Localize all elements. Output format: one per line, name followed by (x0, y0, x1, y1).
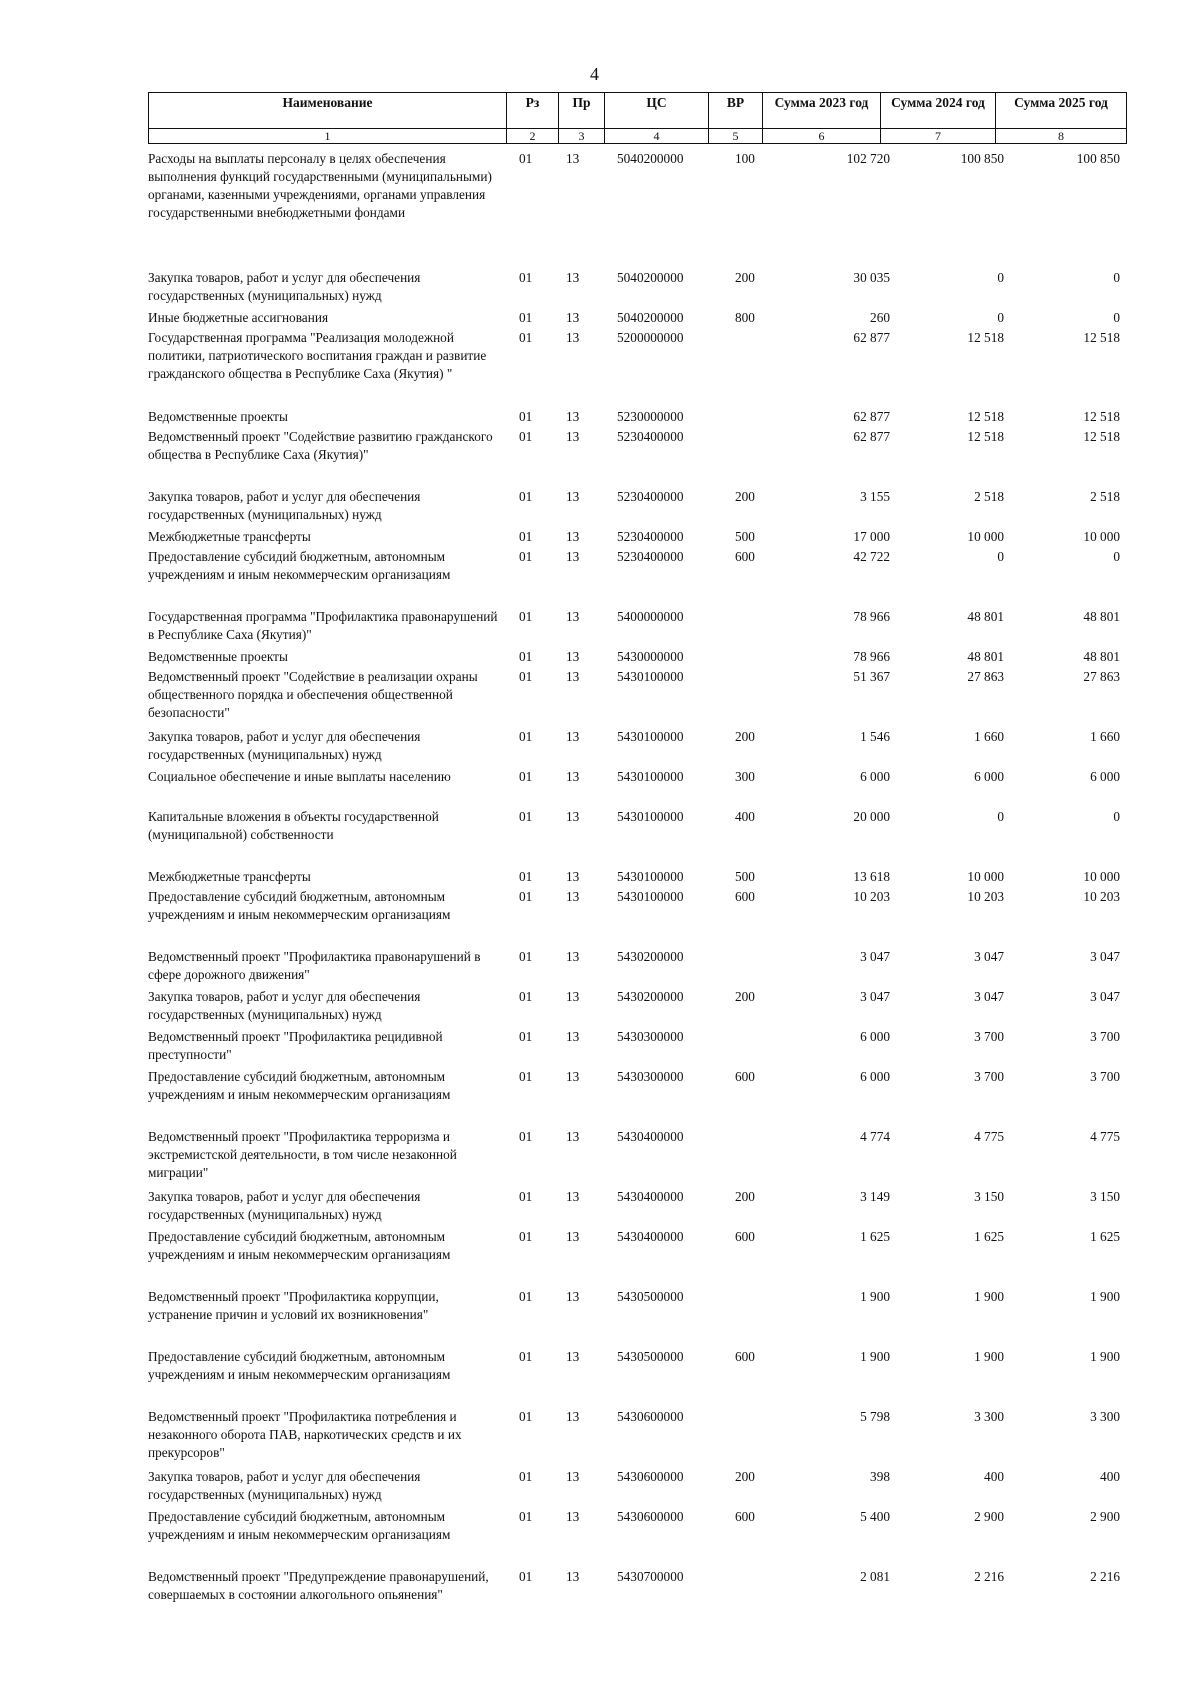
header-number: 5 (709, 129, 763, 144)
row-sum-2023: 6 000 (860, 769, 890, 784)
row-name: Ведомственный проект "Профилактика терроризма и экстремистской деятельности, в том числе незаконной миграции" (148, 1129, 457, 1180)
row-sum-2025: 1 900 (1090, 1349, 1120, 1364)
row-vr: 600 (735, 1349, 755, 1364)
row-sum-2025: 3 700 (1090, 1069, 1120, 1084)
row-cs: 5040200000 (617, 270, 684, 285)
row-vr: 200 (735, 989, 755, 1004)
row-sum-2025: 10 000 (1083, 529, 1120, 544)
row-sum-2023: 6 000 (860, 1029, 890, 1044)
row-sum-2024: 48 801 (967, 609, 1004, 624)
header-rz: Рз (507, 93, 559, 129)
header-sum-2023: Сумма 2023 год (763, 93, 881, 129)
row-sum-2024: 2 518 (974, 489, 1004, 504)
row-pr: 13 (566, 1229, 580, 1244)
row-sum-2025: 10 000 (1083, 869, 1120, 884)
row-name: Ведомственный проект "Содействие развитию гражданского общества в Республике Саха (Якутия)" (148, 429, 493, 462)
row-sum-2025: 2 216 (1090, 1569, 1120, 1584)
row-sum-2025: 2 518 (1090, 489, 1120, 504)
row-name: Предоставление субсидий бюджетным, автономным учреждениям и иным некоммерческим организациям (148, 1229, 451, 1262)
row-pr: 13 (566, 151, 580, 166)
row-pr: 13 (566, 889, 580, 904)
row-rz: 01 (519, 409, 533, 424)
row-cs: 5430100000 (617, 869, 684, 884)
row-name: Государственная программа "Реализация молодежной политики, патриотического воспитания граждан и развитие гражданского общества в Республике Саха (Якутия) " (148, 330, 487, 381)
row-sum-2025: 12 518 (1083, 409, 1120, 424)
row-rz: 01 (519, 529, 533, 544)
header-sum-2024: Сумма 2024 год (881, 93, 996, 129)
row-vr: 600 (735, 1229, 755, 1244)
row-pr: 13 (566, 1129, 580, 1144)
row-name: Предоставление субсидий бюджетным, автономным учреждениям и иным некоммерческим организациям (148, 1349, 451, 1382)
row-sum-2024: 27 863 (967, 669, 1004, 684)
row-sum-2024: 12 518 (967, 429, 1004, 444)
row-name: Государственная программа "Профилактика правонарушений в Республике Саха (Якутия)" (148, 609, 498, 642)
row-vr: 400 (735, 809, 755, 824)
row-sum-2023: 62 877 (853, 330, 890, 345)
row-vr: 600 (735, 549, 755, 564)
row-rz: 01 (519, 1569, 533, 1584)
row-pr: 13 (566, 409, 580, 424)
row-cs: 5430600000 (617, 1409, 684, 1424)
header-name: Наименование (149, 93, 507, 129)
row-name: Ведомственный проект "Профилактика коррупции, устранение причин и условий их возникновения" (148, 1289, 439, 1322)
row-rz: 01 (519, 1229, 533, 1244)
row-rz: 01 (519, 1129, 533, 1144)
row-vr: 200 (735, 489, 755, 504)
row-name: Ведомственный проект "Предупреждение правонарушений, совершаемых в состоянии алкогольного опьянения" (148, 1569, 489, 1602)
row-sum-2024: 1 625 (974, 1229, 1004, 1244)
row-sum-2024: 0 (997, 809, 1004, 824)
row-sum-2024: 10 000 (967, 869, 1004, 884)
row-pr: 13 (566, 1029, 580, 1044)
row-rz: 01 (519, 429, 533, 444)
row-sum-2024: 3 150 (974, 1189, 1004, 1204)
row-cs: 5230400000 (617, 549, 684, 564)
row-sum-2023: 3 047 (860, 949, 890, 964)
row-cs: 5430500000 (617, 1289, 684, 1304)
row-vr: 300 (735, 769, 755, 784)
row-sum-2024: 3 300 (974, 1409, 1004, 1424)
header-number: 6 (763, 129, 881, 144)
row-cs: 5400000000 (617, 609, 684, 624)
row-sum-2023: 5 798 (860, 1409, 890, 1424)
row-cs: 5430600000 (617, 1509, 684, 1524)
row-cs: 5430700000 (617, 1569, 684, 1584)
row-vr: 600 (735, 1069, 755, 1084)
row-sum-2024: 3 700 (974, 1069, 1004, 1084)
row-cs: 5430600000 (617, 1469, 684, 1484)
row-sum-2025: 1 900 (1090, 1289, 1120, 1304)
header-number: 1 (149, 129, 507, 144)
row-sum-2025: 0 (1113, 310, 1120, 325)
row-name: Закупка товаров, работ и услуг для обеспечения государственных (муниципальных) нужд (148, 989, 421, 1022)
header-number: 2 (507, 129, 559, 144)
row-cs: 5430200000 (617, 989, 684, 1004)
row-sum-2024: 3 047 (974, 989, 1004, 1004)
row-name: Ведомственный проект "Профилактика правонарушений в сфере дорожного движения" (148, 949, 481, 982)
row-rz: 01 (519, 729, 533, 744)
row-pr: 13 (566, 270, 580, 285)
row-sum-2025: 2 900 (1090, 1509, 1120, 1524)
row-name: Иные бюджетные ассигнования (148, 310, 329, 325)
row-cs: 5430400000 (617, 1129, 684, 1144)
row-sum-2023: 2 081 (860, 1569, 890, 1584)
row-pr: 13 (566, 1569, 580, 1584)
row-sum-2024: 6 000 (974, 769, 1004, 784)
row-cs: 5430400000 (617, 1189, 684, 1204)
row-pr: 13 (566, 649, 580, 664)
row-name: Предоставление субсидий бюджетным, автономным учреждениям и иным некоммерческим организациям (148, 1509, 451, 1542)
row-sum-2023: 5 400 (860, 1509, 890, 1524)
row-rz: 01 (519, 151, 533, 166)
row-sum-2023: 78 966 (853, 649, 890, 664)
row-pr: 13 (566, 609, 580, 624)
row-sum-2023: 17 000 (853, 529, 890, 544)
row-pr: 13 (566, 429, 580, 444)
row-vr: 200 (735, 729, 755, 744)
row-name: Предоставление субсидий бюджетным, автономным учреждениям и иным некоммерческим организациям (148, 889, 451, 922)
row-cs: 5430300000 (617, 1069, 684, 1084)
row-pr: 13 (566, 1409, 580, 1424)
row-pr: 13 (566, 529, 580, 544)
row-sum-2025: 10 203 (1083, 889, 1120, 904)
row-sum-2023: 1 900 (860, 1289, 890, 1304)
row-rz: 01 (519, 889, 533, 904)
header-number: 3 (559, 129, 605, 144)
header-number: 7 (881, 129, 996, 144)
row-rz: 01 (519, 609, 533, 624)
row-name: Закупка товаров, работ и услуг для обеспечения государственных (муниципальных) нужд (148, 1469, 421, 1502)
row-sum-2023: 42 722 (853, 549, 890, 564)
row-rz: 01 (519, 270, 533, 285)
row-sum-2025: 12 518 (1083, 330, 1120, 345)
row-sum-2023: 1 900 (860, 1349, 890, 1364)
row-cs: 5430300000 (617, 1029, 684, 1044)
row-sum-2025: 100 850 (1076, 151, 1120, 166)
row-sum-2023: 13 618 (853, 869, 890, 884)
row-sum-2023: 62 877 (853, 409, 890, 424)
row-sum-2023: 1 546 (860, 729, 890, 744)
row-pr: 13 (566, 549, 580, 564)
row-rz: 01 (519, 869, 533, 884)
row-pr: 13 (566, 809, 580, 824)
row-name: Закупка товаров, работ и услуг для обеспечения государственных (муниципальных) нужд (148, 729, 421, 762)
row-cs: 5430100000 (617, 889, 684, 904)
row-rz: 01 (519, 769, 533, 784)
row-sum-2023: 260 (870, 310, 890, 325)
row-sum-2025: 400 (1100, 1469, 1120, 1484)
row-pr: 13 (566, 330, 580, 345)
row-sum-2023: 30 035 (853, 270, 890, 285)
row-sum-2025: 48 801 (1083, 609, 1120, 624)
row-rz: 01 (519, 1409, 533, 1424)
row-sum-2024: 12 518 (967, 330, 1004, 345)
row-sum-2024: 1 660 (974, 729, 1004, 744)
row-rz: 01 (519, 1349, 533, 1364)
row-vr: 600 (735, 889, 755, 904)
row-vr: 200 (735, 1189, 755, 1204)
row-vr: 100 (735, 151, 755, 166)
header-number: 4 (605, 129, 709, 144)
row-sum-2023: 20 000 (853, 809, 890, 824)
row-name: Ведомственный проект "Содействие в реализации охраны общественного порядка и обеспечения общественной безопасности" (148, 669, 478, 720)
row-name: Ведомственный проект "Профилактика рецидивной преступности" (148, 1029, 443, 1062)
row-pr: 13 (566, 1069, 580, 1084)
row-vr: 500 (735, 869, 755, 884)
row-rz: 01 (519, 949, 533, 964)
row-sum-2023: 51 367 (853, 669, 890, 684)
header-sum-2025: Сумма 2025 год (996, 93, 1127, 129)
row-cs: 5430500000 (617, 1349, 684, 1364)
row-sum-2023: 3 155 (860, 489, 890, 504)
row-pr: 13 (566, 310, 580, 325)
row-sum-2024: 3 700 (974, 1029, 1004, 1044)
row-sum-2023: 62 877 (853, 429, 890, 444)
row-name: Ведомственные проекты (148, 409, 288, 424)
row-cs: 5230400000 (617, 529, 684, 544)
row-name: Ведомственный проект "Профилактика потребления и незаконного оборота ПАВ, наркотических средств и их прекурсоров" (148, 1409, 462, 1460)
row-sum-2025: 0 (1113, 270, 1120, 285)
row-sum-2025: 12 518 (1083, 429, 1120, 444)
row-sum-2023: 102 720 (846, 151, 890, 166)
row-cs: 5430400000 (617, 1229, 684, 1244)
row-rz: 01 (519, 649, 533, 664)
row-cs: 5430100000 (617, 729, 684, 744)
row-vr: 500 (735, 529, 755, 544)
row-vr: 600 (735, 1509, 755, 1524)
row-name: Предоставление субсидий бюджетным, автономным учреждениям и иным некоммерческим организациям (148, 1069, 451, 1102)
row-sum-2025: 0 (1113, 549, 1120, 564)
row-vr: 200 (735, 270, 755, 285)
row-rz: 01 (519, 310, 533, 325)
row-sum-2023: 10 203 (853, 889, 890, 904)
row-name: Закупка товаров, работ и услуг для обеспечения государственных (муниципальных) нужд (148, 1189, 421, 1222)
row-name: Социальное обеспечение и иные выплаты населению (148, 769, 451, 784)
row-sum-2024: 4 775 (974, 1129, 1004, 1144)
row-sum-2025: 48 801 (1083, 649, 1120, 664)
row-vr: 200 (735, 1469, 755, 1484)
row-sum-2024: 0 (997, 310, 1004, 325)
row-cs: 5230400000 (617, 429, 684, 444)
row-name: Капитальные вложения в объекты государственной (муниципальной) собственности (148, 809, 439, 842)
row-sum-2024: 1 900 (974, 1289, 1004, 1304)
row-cs: 5430100000 (617, 769, 684, 784)
row-cs: 5430000000 (617, 649, 684, 664)
row-sum-2025: 1 660 (1090, 729, 1120, 744)
row-sum-2024: 48 801 (967, 649, 1004, 664)
row-pr: 13 (566, 1289, 580, 1304)
row-sum-2025: 3 047 (1090, 949, 1120, 964)
row-sum-2025: 0 (1113, 809, 1120, 824)
row-vr: 800 (735, 310, 755, 325)
row-rz: 01 (519, 989, 533, 1004)
row-sum-2024: 10 203 (967, 889, 1004, 904)
row-sum-2025: 3 300 (1090, 1409, 1120, 1424)
row-cs: 5230400000 (617, 489, 684, 504)
row-pr: 13 (566, 669, 580, 684)
row-rz: 01 (519, 1069, 533, 1084)
row-name: Закупка товаров, работ и услуг для обеспечения государственных (муниципальных) нужд (148, 489, 421, 522)
row-pr: 13 (566, 949, 580, 964)
row-rz: 01 (519, 1469, 533, 1484)
row-sum-2024: 3 047 (974, 949, 1004, 964)
row-cs: 5430100000 (617, 669, 684, 684)
row-sum-2023: 6 000 (860, 1069, 890, 1084)
row-rz: 01 (519, 669, 533, 684)
row-sum-2023: 3 047 (860, 989, 890, 1004)
row-sum-2025: 3 150 (1090, 1189, 1120, 1204)
row-sum-2025: 6 000 (1090, 769, 1120, 784)
row-pr: 13 (566, 769, 580, 784)
row-sum-2024: 10 000 (967, 529, 1004, 544)
row-rz: 01 (519, 549, 533, 564)
row-pr: 13 (566, 1189, 580, 1204)
row-rz: 01 (519, 1289, 533, 1304)
row-rz: 01 (519, 1189, 533, 1204)
row-sum-2024: 2 900 (974, 1509, 1004, 1524)
row-pr: 13 (566, 729, 580, 744)
row-pr: 13 (566, 1509, 580, 1524)
row-name: Предоставление субсидий бюджетным, автономным учреждениям и иным некоммерческим организациям (148, 549, 451, 582)
row-sum-2024: 100 850 (960, 151, 1004, 166)
row-cs: 5430100000 (617, 809, 684, 824)
row-sum-2025: 3 700 (1090, 1029, 1120, 1044)
row-sum-2024: 12 518 (967, 409, 1004, 424)
row-name: Ведомственные проекты (148, 649, 288, 664)
row-sum-2025: 4 775 (1090, 1129, 1120, 1144)
row-name: Межбюджетные трансферты (148, 869, 311, 884)
row-sum-2023: 4 774 (860, 1129, 890, 1144)
row-pr: 13 (566, 989, 580, 1004)
row-pr: 13 (566, 1469, 580, 1484)
row-name: Межбюджетные трансферты (148, 529, 311, 544)
header-vr: ВР (709, 93, 763, 129)
row-cs: 5230000000 (617, 409, 684, 424)
header-cs: ЦС (605, 93, 709, 129)
row-name: Расходы на выплаты персоналу в целях обеспечения выполнения функций государственными (муниципальными) органами, казенными учреждениями, органами управления государственными внебюджетными фондами (148, 151, 492, 220)
row-cs: 5430200000 (617, 949, 684, 964)
header-pr: Пр (559, 93, 605, 129)
row-rz: 01 (519, 1029, 533, 1044)
row-sum-2025: 3 047 (1090, 989, 1120, 1004)
row-sum-2024: 400 (984, 1469, 1004, 1484)
row-pr: 13 (566, 869, 580, 884)
row-sum-2025: 1 625 (1090, 1229, 1120, 1244)
row-pr: 13 (566, 1349, 580, 1364)
row-rz: 01 (519, 809, 533, 824)
row-sum-2023: 3 149 (860, 1189, 890, 1204)
row-pr: 13 (566, 489, 580, 504)
row-cs: 5200000000 (617, 330, 684, 345)
row-sum-2024: 2 216 (974, 1569, 1004, 1584)
row-sum-2024: 0 (997, 270, 1004, 285)
row-sum-2023: 78 966 (853, 609, 890, 624)
row-cs: 5040200000 (617, 310, 684, 325)
row-sum-2023: 1 625 (860, 1229, 890, 1244)
page-number: 4 (590, 64, 599, 84)
header-number: 8 (996, 129, 1127, 144)
row-rz: 01 (519, 1509, 533, 1524)
row-rz: 01 (519, 330, 533, 345)
row-sum-2024: 1 900 (974, 1349, 1004, 1364)
row-sum-2025: 27 863 (1083, 669, 1120, 684)
row-name: Закупка товаров, работ и услуг для обеспечения государственных (муниципальных) нужд (148, 270, 421, 303)
row-sum-2023: 398 (870, 1469, 890, 1484)
row-sum-2024: 0 (997, 549, 1004, 564)
row-cs: 5040200000 (617, 151, 684, 166)
row-rz: 01 (519, 489, 533, 504)
